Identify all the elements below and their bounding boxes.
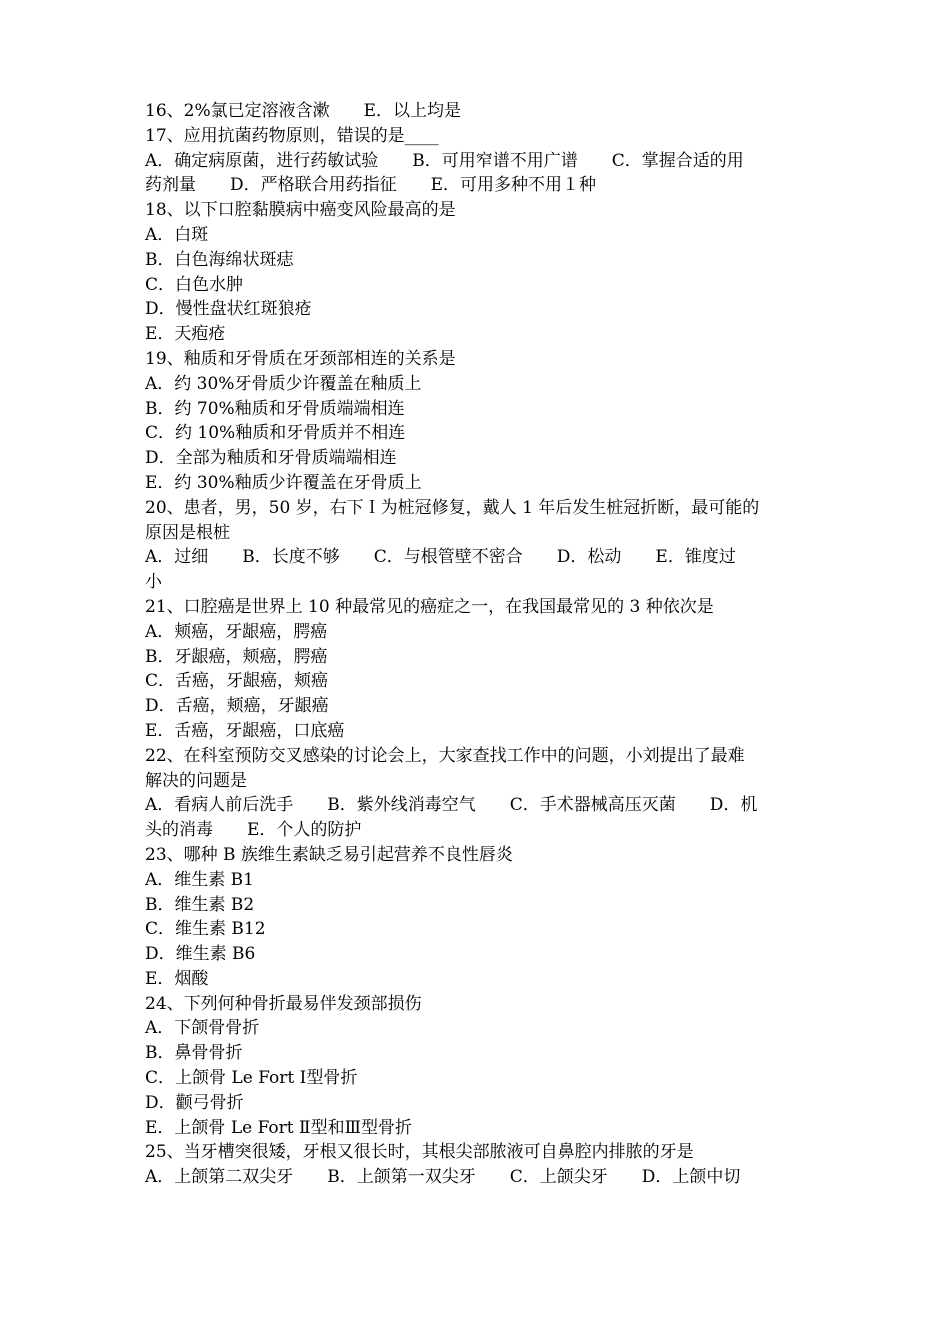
question-text-block	[145, 99, 810, 1190]
text-line: 24、下列何种骨折最易伴发颈部损伤	[145, 993, 422, 1014]
text-line: E．烟酸	[145, 968, 209, 989]
text-line: 23、哪种 B 族维生素缺乏易引起营养不良性唇炎	[145, 844, 513, 865]
text-line: 22、在科室预防交叉感染的讨论会上，大家查找工作中的问题，小刘提出了最难	[145, 745, 745, 766]
text-line: E．天疱疮	[145, 324, 226, 345]
text-line: C．白色水肿	[145, 274, 244, 295]
text-line: E．舌癌，牙龈癌，口底癌	[145, 720, 345, 741]
text-line: A．白斑	[145, 224, 209, 245]
text-line: A．下颌骨骨折	[145, 1018, 260, 1039]
text-line: 解决的问题是	[145, 770, 247, 791]
text-line: 原因是根桩	[145, 522, 230, 543]
text-line: C．维生素 B12	[145, 919, 266, 940]
text-line: D．颧弓骨折	[145, 1092, 244, 1113]
text-line: 药剂量 D．严格联合用药指征 E．可用多种不用１种	[145, 175, 597, 196]
text-line: A．确定病原菌，进行药敏试验 B．可用窄谱不用广谱 C．掌握合适的用	[145, 150, 744, 171]
text-line: 18、以下口腔黏膜病中癌变风险最高的是	[145, 200, 456, 221]
text-line: D．舌癌，颊癌，牙龈癌	[145, 696, 329, 717]
text-line: A．过细 B．长度不够 C．与根管壁不密合 D．松动 E．锥度过	[145, 547, 736, 568]
text-line: 头的消毒 E．个人的防护	[145, 820, 362, 841]
text-line: D．全部为釉质和牙骨质端端相连	[145, 448, 397, 469]
text-line: A．看病人前后洗手 B．紫外线消毒空气 C．手术器械高压灭菌 D．机	[145, 795, 758, 816]
text-line: A．约 30%牙骨质少许覆盖在釉质上	[145, 373, 422, 394]
text-line: A．颊癌，牙龈癌，腭癌	[145, 621, 328, 642]
text-line: B．鼻骨骨折	[145, 1043, 243, 1064]
text-line: C．约 10%釉质和牙骨质并不相连	[145, 423, 406, 444]
text-line: 17、应用抗菌药物原则，错误的是____	[145, 125, 439, 146]
text-line: 小	[145, 572, 162, 593]
text-line: D．慢性盘状红斑狼疮	[145, 299, 312, 320]
text-line: B．维生素 B2	[145, 894, 255, 915]
text-line: 19、釉质和牙骨质在牙颈部相连的关系是	[145, 348, 456, 369]
text-line: B．牙龈癌，颊癌，腭癌	[145, 646, 328, 667]
text-line: E．约 30%釉质少许覆盖在牙骨质上	[145, 472, 422, 493]
text-line: D．维生素 B6	[145, 944, 256, 965]
text-line: 25、当牙槽突很矮，牙根又很长时，其根尖部脓液可自鼻腔内排脓的牙是	[145, 1142, 694, 1163]
text-line: B．白色海绵状斑痣	[145, 249, 294, 270]
text-line: A．维生素 B1	[145, 869, 254, 890]
text-line: 21、口腔癌是世界上 10 种最常见的癌症之一，在我国最常见的 3 种依次是	[145, 596, 714, 617]
text-line: E．上颌骨 Le Fort Ⅱ型和Ⅲ型骨折	[145, 1117, 412, 1138]
text-line: B．约 70%釉质和牙骨质端端相连	[145, 398, 405, 419]
text-line: C．上颌骨 Le Fort Ⅰ型骨折	[145, 1068, 358, 1089]
text-line: C．舌癌，牙龈癌，颊癌	[145, 671, 329, 692]
text-line: A．上颌第二双尖牙 B．上颌第一双尖牙 C．上颌尖牙 D．上颌中切	[145, 1167, 741, 1188]
text-line: 20、患者，男，50 岁，右下Ｉ为桩冠修复，戴人 1 年后发生桩冠折断，最可能的	[145, 497, 760, 518]
text-line: 16、2%氯已定溶液含漱 E．以上均是	[145, 101, 462, 121]
